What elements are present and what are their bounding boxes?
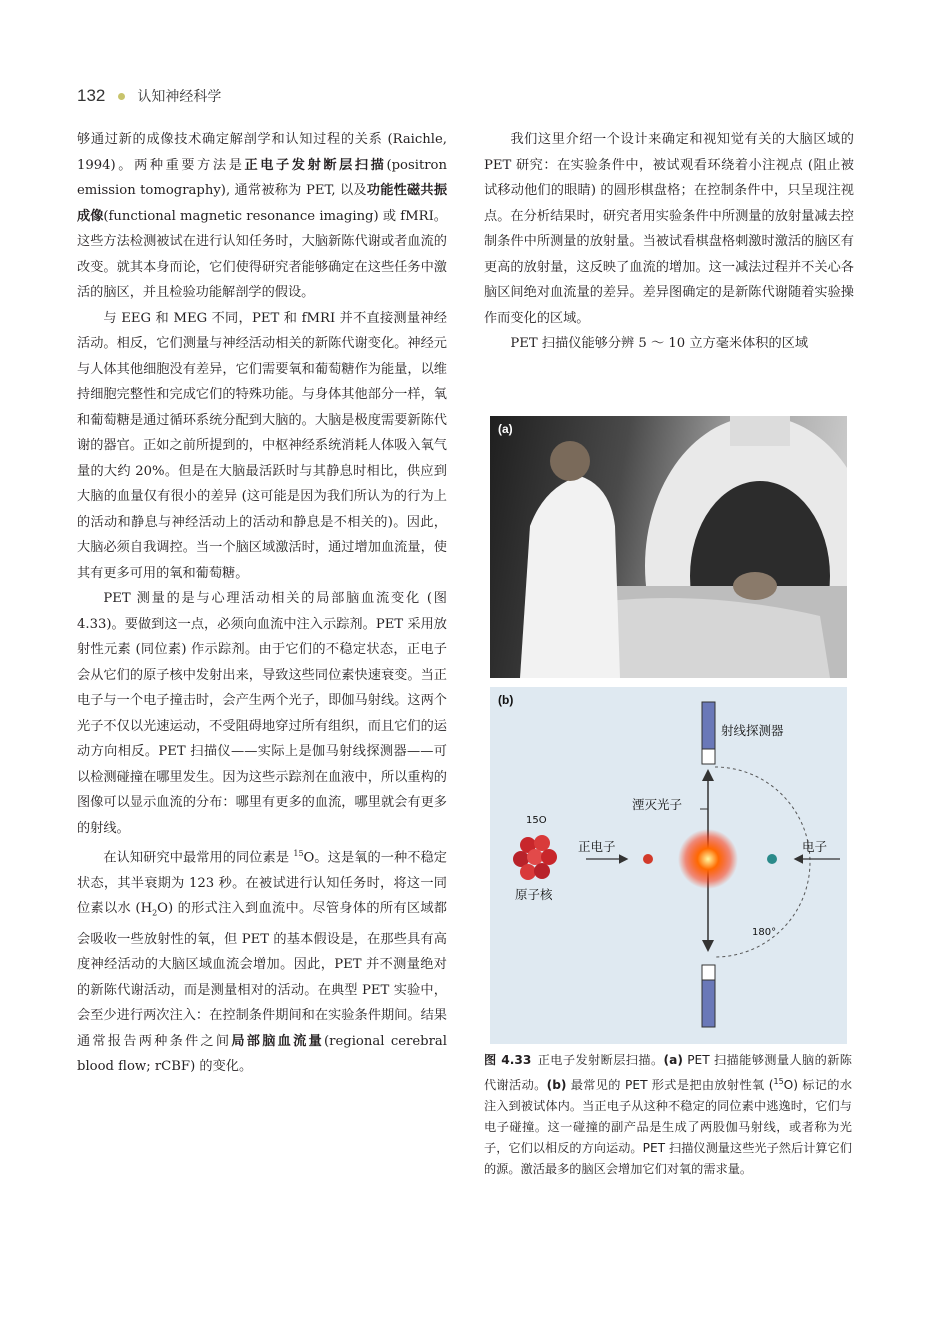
panel-a-label: (a) [498,422,513,436]
caption-marker: (a) [663,1053,683,1067]
text-run: 够通过新的成像技术确定解剖学和认知过程的关系 (Raichle, 1994)。两种重要方法是 [77,132,447,173]
bold-term: 正电子发射断层扫描 [244,157,387,173]
text-run: O) 的形式注入到血流中。尽管身体的所有区域都会吸收一些放射性的氧，但 PET 的基本假设是，在那些具有高度神经活动的大脑区域血流会增加。因此，PET 并不测量绝对的新陈代谢活动，而是测量相对的活动。在典型 PET 实验中，会至少进行两次注入：在控制条件期间和在实验条件期间。结果通常报告两种条件之间 [77,901,447,1049]
superscript: 15 [773,1077,784,1086]
paragraph [77,127,447,306]
annihilation-diagram [490,687,847,1044]
right-column [484,127,854,357]
paragraph: PET 扫描仪能够分辨 5 ～ 10 立方毫米体积的区域 [510,336,809,351]
angle-label: 180° [752,927,777,938]
electron-label: 电子 [802,839,828,854]
caption-text: PET 扫描能够测量人脑的新陈代谢活动。 [484,1053,852,1093]
caption-text: O) 标记的水注入到被试体内。当正电子从这种不稳定的同位素中逃逸时，它们与电子碰撞。这一碰撞的副产品是生成了两股伽马射线，或者称为光子，它们以相反的方向运动。PET 扫描仪测量这些光子然后计算它们的源。激活最多的脑区会增加它们对氧的需求量。 [484,1078,853,1177]
superscript: 15 [293,849,304,858]
bold-term: 功能性磁共振成像 [77,183,448,224]
text-run: O。这是氧的一种不稳定状态，其半衰期为 123 秒。在被试进行认知任务时，将这一同位素以水 (H [77,850,447,917]
text-run: (regional cerebral blood flow; rCBF) 的变化。 [77,1033,447,1075]
text-run: (functional magnetic resonance imaging) 或 fMRI。这些方法检测被试在进行认知任务时，大脑新陈代谢或者血流的改变。就其本身而论，它们使得研究者能够确定在这些任务中激活的脑区，并且检验功能解剖学的假设。 [77,208,447,300]
nucleus-label: 原子核 [515,887,553,902]
paragraph: 与 EEG 和 MEG 不同，PET 和 fMRI 并不直接测量神经活动。相反，它们测量与神经活动相关的新陈代谢变化。神经元与人体其他细胞没有差异，它们需要氧和葡萄糖作为能量，以维持细胞完整性和完成它们的特殊功能。与身体其他部分一样，氧和葡萄糖是通过循环系统分配到大脑的。大脑是极度需要新陈代谢的器官。正如之前所提到的，中枢神经系统消耗人体吸入氧气量的大约 20%。但是在大脑最活跃时与其静息时相比，供应到大脑的血量仅有很小的差异 (这可能是因为我们所认为的行为上的活动和静息与神经活动上的活动和静息是不相关的)。因此，大脑必须自我调控。当一个脑区域激活时，通过增加血流量，使其有更多可用的氧和葡萄糖。 [77,310,447,581]
paragraph [77,841,447,1080]
isotope-label: 15O [526,815,547,826]
bullet-dot-icon [118,93,125,100]
annihilation-photon-label: 湮灭光子 [632,797,683,812]
bold-term: 局部脑血流量 [231,1033,324,1049]
left-column [77,127,447,1080]
page-number: 132 [77,86,106,105]
text-run: 在认知研究中最常用的同位素是 [103,850,294,866]
figure-caption [484,1050,852,1180]
detector-label: 射线探测器 [721,723,784,738]
paragraph: PET 测量的是与心理活动相关的局部脑血流变化 (图 4.33)。要做到这一点，必须向血流中注入示踪剂。PET 采用放射性元素 (同位素) 作示踪剂。由于它们的不稳定状态，正电子会从它们的原子核中发射出来，导致这些同位素快速衰变。当正电子与一个电子撞击时，会产生两个光子，即伽马射线。这两个光子不仅以光速运动，不受阻碍地穿过所有组织，而且它们的运动方向相反。PET 扫描仪——实际上是伽马射线探测器——可以检测碰撞在哪里发生。因为这些示踪剂在血液中，所以重构的图像可以显示血流的分布：哪里有更多的血流，哪里就会有更多的射线。 [77,591,447,836]
book-title: 认知神经科学 [137,89,222,105]
caption-marker: (b) [546,1078,567,1093]
diagram-graphics [490,687,847,1044]
caption-text: 正电子发射断层扫描。 [537,1053,664,1067]
subscript: 2 [152,909,158,919]
text-run: (positron emission tomography), 通常被称为 PET, 以及 [77,157,447,198]
paragraph: 我们这里介绍一个设计来确定和视知觉有关的大脑区域的 PET 研究：在实验条件中，被试观看环绕着小注视点 (阻止被试移动他们的眼睛) 的圆形棋盘格；在控制条件中，只呈现注视点。在分析结果时，研究者用实验条件中所测量的放射量减去控制条件中所测量的放射量。当被试看棋盘格刺激时激活的脑区有更高的放射量，这反映了血流的增加。这一减法过程并不关心各脑区间绝对血流量的差异。差异图确定的是新陈代谢随着实验操作而变化的区域。 [484,132,854,326]
positron-label: 正电子 [578,839,616,854]
panel-b-label: (b) [498,693,514,707]
caption-label: 图 4.33 [484,1053,532,1067]
caption-text: 最常见的 PET 形式是把由放射性氧 ( [566,1078,774,1093]
scanner-illustration [490,416,847,678]
running-header [77,86,221,106]
nucleus-cluster [513,835,557,880]
pet-scanner-photo [490,416,847,678]
